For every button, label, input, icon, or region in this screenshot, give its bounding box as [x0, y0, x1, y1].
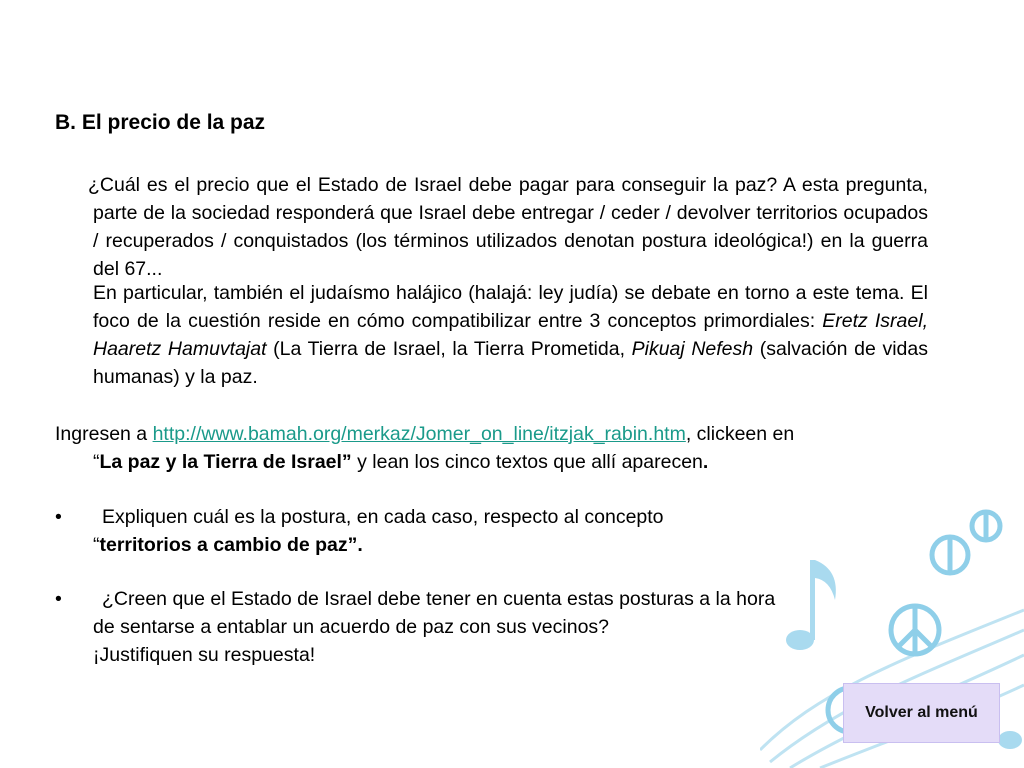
back-to-menu-button[interactable]: Volver al menú	[843, 683, 1000, 743]
bullet-1-line1: Expliquen cuál es la postura, en cada caso, respecto al concepto	[102, 506, 664, 528]
bullet-2-line1: ¿Creen que el Estado de Israel debe tener en cuenta estas posturas a la hora	[102, 588, 776, 610]
term-pikuaj-nefesh: Pikuaj Nefesh	[631, 338, 754, 360]
bullet-1-quote-open: “	[93, 534, 100, 556]
bullet-2-line2: de sentarse a entablar un acuerdo de paz con sus vecinos?	[93, 616, 610, 638]
instruction-line1	[55, 420, 794, 448]
bullet-2-line3: ¡Justifiquen su respuesta!	[93, 644, 316, 666]
instruction-after-title: y lean los cinco textos que allí aparecen	[351, 451, 703, 473]
paragraph-price-of-peace: ¿Cuál es el precio que el Estado de Israel debe pagar para conseguir la paz? A esta pregunta, parte de la sociedad responderá que Israel debe entregar / ceder / devolver territorios ocupados / recuperados / conquistados (los términos utilizados denotan postura ideológica!) en la guerra del 67...	[88, 174, 928, 280]
paragraph-halakhic-debate	[93, 279, 928, 391]
section-title: B. El precio de la paz	[55, 111, 266, 134]
term-eretz-israel: Eretz Israel, Haaretz Hamuvtajat	[93, 310, 928, 360]
paragraph2-intro: En particular, también el judaísmo halájico (halajá: ley judía) se debate en torno a este tema. El foco de la cuestión reside en cómo compatibilizar entre 3 conceptos primordiales:	[93, 282, 928, 332]
bullet-2-marker: •	[55, 588, 62, 610]
bamah-link[interactable]: http://www.bamah.org/merkaz/Jomer_on_line/itzjak_rabin.htm	[152, 423, 686, 445]
quote-open: “	[93, 451, 100, 473]
paragraph2-end: (salvación de vidas humanas) y la paz.	[93, 338, 928, 388]
instruction-line2	[93, 448, 708, 476]
bullet-1-line2	[93, 531, 363, 559]
instruction-link-title: La paz y la Tierra de Israel”	[99, 451, 352, 473]
instruction-period: .	[702, 451, 709, 473]
bullet-1-marker: •	[55, 506, 62, 528]
instruction-after-url: , clickeen en	[685, 423, 795, 445]
paragraph2-mid: (La Tierra de Israel, la Tierra Prometida,	[266, 338, 632, 360]
instruction-prefix: Ingresen a	[55, 423, 153, 445]
bullet-1-concept: territorios a cambio de paz”.	[99, 534, 363, 556]
